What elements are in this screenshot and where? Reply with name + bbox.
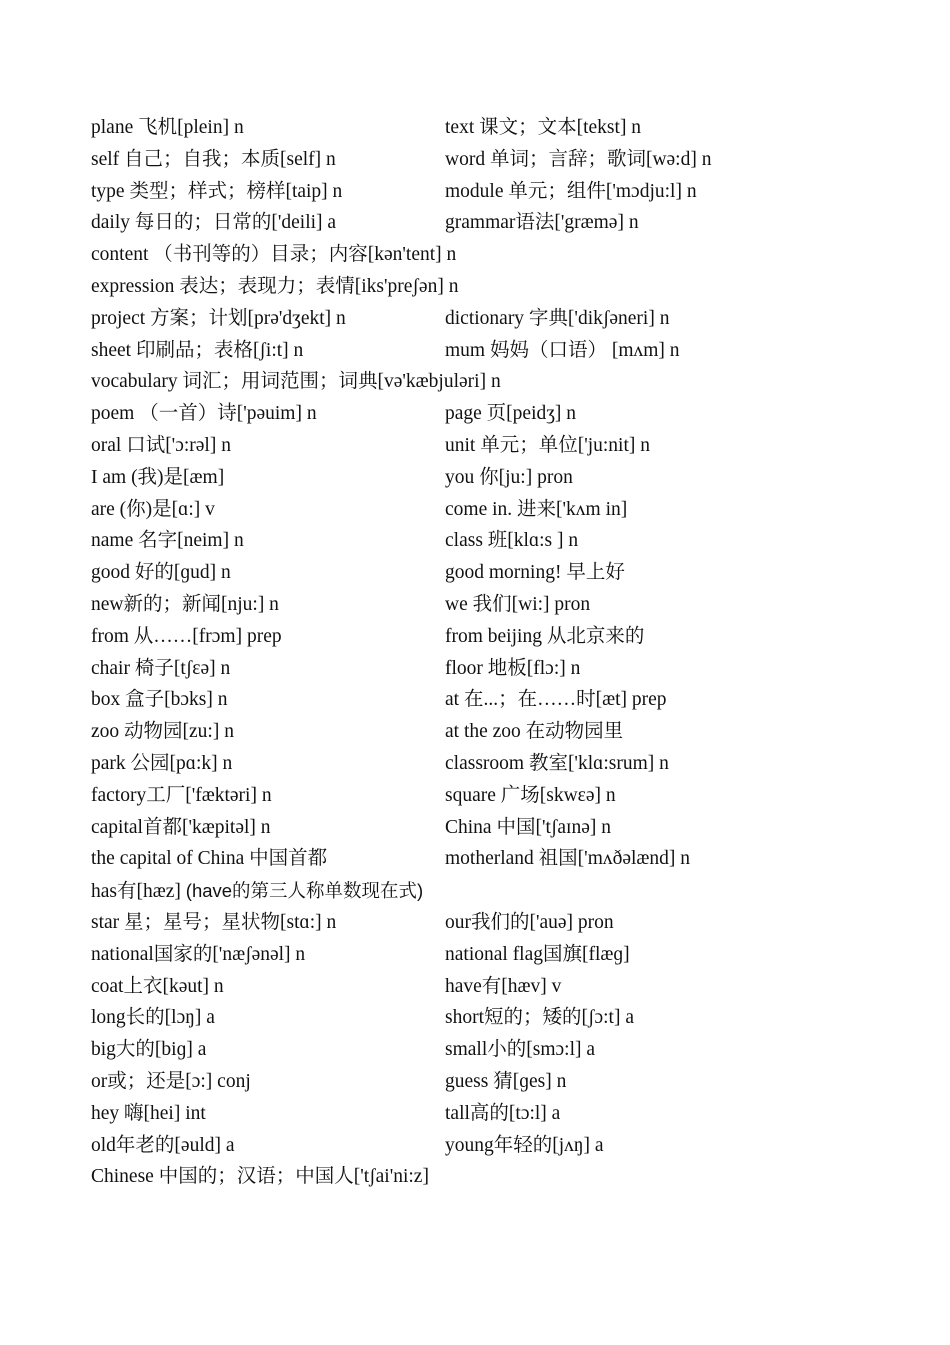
entry-right: guess 猜[ɡes] n bbox=[445, 1070, 567, 1092]
entry-right: small小的[smɔ:l] a bbox=[445, 1039, 596, 1061]
entry-right: national flag国旗[flæɡ] bbox=[445, 943, 630, 965]
entry-left: project 方案；计划[prə'dʒekt] n bbox=[91, 307, 346, 329]
list-item bbox=[91, 494, 921, 526]
entry-right: unit 单元；单位['ju:nit] n bbox=[445, 434, 651, 456]
list-item bbox=[91, 557, 921, 589]
entry-left: capital首都['kæpitəl] n bbox=[91, 816, 271, 838]
entry-right: mum 妈妈（口语） [mʌm] n bbox=[445, 339, 680, 361]
entry-left: park 公园[pɑ:k] n bbox=[91, 752, 233, 774]
entry-left: self 自己；自我；本质[self] n bbox=[91, 148, 336, 170]
list-item bbox=[91, 1066, 921, 1098]
entry-left: are (你)是[ɑ:] v bbox=[91, 498, 215, 520]
entry-right: come in. 进来['kʌm in] bbox=[445, 498, 628, 520]
entry-left: or或；还是[ɔ:] conj bbox=[91, 1070, 251, 1092]
entry-right: square 广场[skwεə] n bbox=[445, 784, 616, 806]
entry-right: good morning! 早上好 bbox=[445, 562, 625, 584]
entry-left: long长的[lɔŋ] a bbox=[91, 1007, 215, 1029]
entry-full bbox=[91, 875, 423, 908]
entry-right: from beijing 从北京来的 bbox=[445, 625, 645, 647]
entry-right: class 班[klɑ:s ] n bbox=[445, 530, 579, 552]
entry-left: chair 椅子[tʃεə] n bbox=[91, 657, 231, 679]
entry-right: text 课文；文本[tekst] n bbox=[445, 117, 642, 138]
list-item bbox=[91, 971, 921, 1003]
entry-full: content （书刊等的）目录；内容[kən'tent] n bbox=[91, 244, 457, 266]
entry-left: new新的；新闻[nju:] n bbox=[91, 593, 279, 615]
list-item bbox=[91, 144, 921, 176]
list-item bbox=[91, 907, 921, 939]
entry-full: Chinese 中国的；汉语；中国人['tʃai'ni:z] bbox=[91, 1166, 429, 1188]
list-item bbox=[91, 843, 921, 875]
list-item bbox=[91, 335, 921, 367]
list-item bbox=[91, 780, 921, 812]
entry-right: at 在...；在……时[æt] prep bbox=[445, 689, 667, 711]
entry-left: box 盒子[bɔks] n bbox=[91, 689, 228, 711]
list-item bbox=[91, 684, 921, 716]
entry-right: short短的；矮的[ʃɔ:t] a bbox=[445, 1007, 635, 1029]
entry-full: expression 表达；表现力；表情[iks'preʃən] n bbox=[91, 275, 459, 297]
entry-left: name 名字[neim] n bbox=[91, 530, 244, 552]
entry-left: big大的[biɡ] a bbox=[91, 1039, 207, 1061]
vocabulary-list bbox=[91, 112, 921, 1193]
list-item bbox=[91, 1098, 921, 1130]
entry-left: type 类型；样式；榜样[taip] n bbox=[91, 180, 343, 202]
entry-left: the capital of China 中国首都 bbox=[91, 848, 328, 870]
entry-right: dictionary 字典['dikʃəneri] n bbox=[445, 307, 670, 329]
list-item bbox=[91, 1161, 921, 1193]
entry-right: classroom 教室['klɑ:srum] n bbox=[445, 752, 669, 774]
entry-left: plane 飞机[plein] n bbox=[91, 117, 244, 138]
list-item bbox=[91, 1034, 921, 1066]
entry-left: old年老的[əuld] a bbox=[91, 1134, 235, 1156]
entry-right: grammar语法['græmə] n bbox=[445, 212, 639, 234]
list-item bbox=[91, 112, 921, 144]
list-item bbox=[91, 303, 921, 335]
list-item bbox=[91, 1130, 921, 1162]
list-item bbox=[91, 1002, 921, 1034]
entry-left: star 星；星号；星状物[stɑ:] n bbox=[91, 911, 337, 933]
entry-right: floor 地板[flɔ:] n bbox=[445, 657, 581, 679]
entry-note: (have的第三人称单数现在式) bbox=[185, 880, 424, 902]
entry-full: vocabulary 词汇；用词范围；词典[və'kæbjuləri] n bbox=[91, 371, 501, 393]
entry-right: at the zoo 在动物园里 bbox=[445, 721, 624, 743]
entry-right: have有[hæv] v bbox=[445, 975, 562, 997]
list-item bbox=[91, 653, 921, 685]
entry-left: daily 每日的；日常的['deili] a bbox=[91, 212, 337, 234]
entry-right: China 中国['tʃaɪnə] n bbox=[445, 816, 611, 838]
entry-left: oral 口试['ɔ:rəl] n bbox=[91, 434, 231, 456]
entry-right: page 页[peidʒ] n bbox=[445, 403, 577, 425]
list-item bbox=[91, 621, 921, 653]
list-item bbox=[91, 716, 921, 748]
entry-left: I am (我)是[æm] bbox=[91, 466, 225, 488]
entry-right: word 单词；言辞；歌词[wə:d] n bbox=[445, 148, 712, 170]
list-item bbox=[91, 239, 921, 271]
entry-left: zoo 动物园[zu:] n bbox=[91, 721, 234, 743]
entry-left: national国家的['næʃənəl] n bbox=[91, 943, 306, 965]
entry-right: tall高的[tɔ:l] a bbox=[445, 1102, 561, 1124]
list-item bbox=[91, 207, 921, 239]
list-item bbox=[91, 875, 921, 907]
list-item bbox=[91, 939, 921, 971]
entry-right: our我们的['auə] pron bbox=[445, 911, 614, 933]
list-item bbox=[91, 462, 921, 494]
list-item bbox=[91, 398, 921, 430]
entry-left: hey 嗨[hei] int bbox=[91, 1102, 206, 1124]
list-item bbox=[91, 589, 921, 621]
entry-right: module 单元；组件['mɔdju:l] n bbox=[445, 180, 697, 202]
list-item bbox=[91, 812, 921, 844]
list-item bbox=[91, 176, 921, 208]
entry-right: young年轻的[jʌŋ] a bbox=[445, 1134, 604, 1156]
entry-right: motherland 祖国['mʌðəlænd] n bbox=[445, 848, 691, 870]
entry-word: has有[hæz] bbox=[91, 881, 186, 903]
entry-left: from 从……[frɔm] prep bbox=[91, 625, 282, 647]
entry-left: factory工厂['fæktəri] n bbox=[91, 784, 272, 806]
entry-right: you 你[ju:] pron bbox=[445, 466, 573, 488]
list-item bbox=[91, 430, 921, 462]
list-item bbox=[91, 366, 921, 398]
list-item bbox=[91, 525, 921, 557]
entry-left: sheet 印刷品；表格[ʃi:t] n bbox=[91, 339, 304, 361]
entry-right: we 我们[wi:] pron bbox=[445, 593, 591, 615]
list-item bbox=[91, 271, 921, 303]
entry-left: good 好的[ɡud] n bbox=[91, 562, 231, 584]
entry-left: coat上衣[kəut] n bbox=[91, 975, 224, 997]
entry-left: poem （一首）诗['pəuim] n bbox=[91, 403, 317, 425]
list-item bbox=[91, 748, 921, 780]
